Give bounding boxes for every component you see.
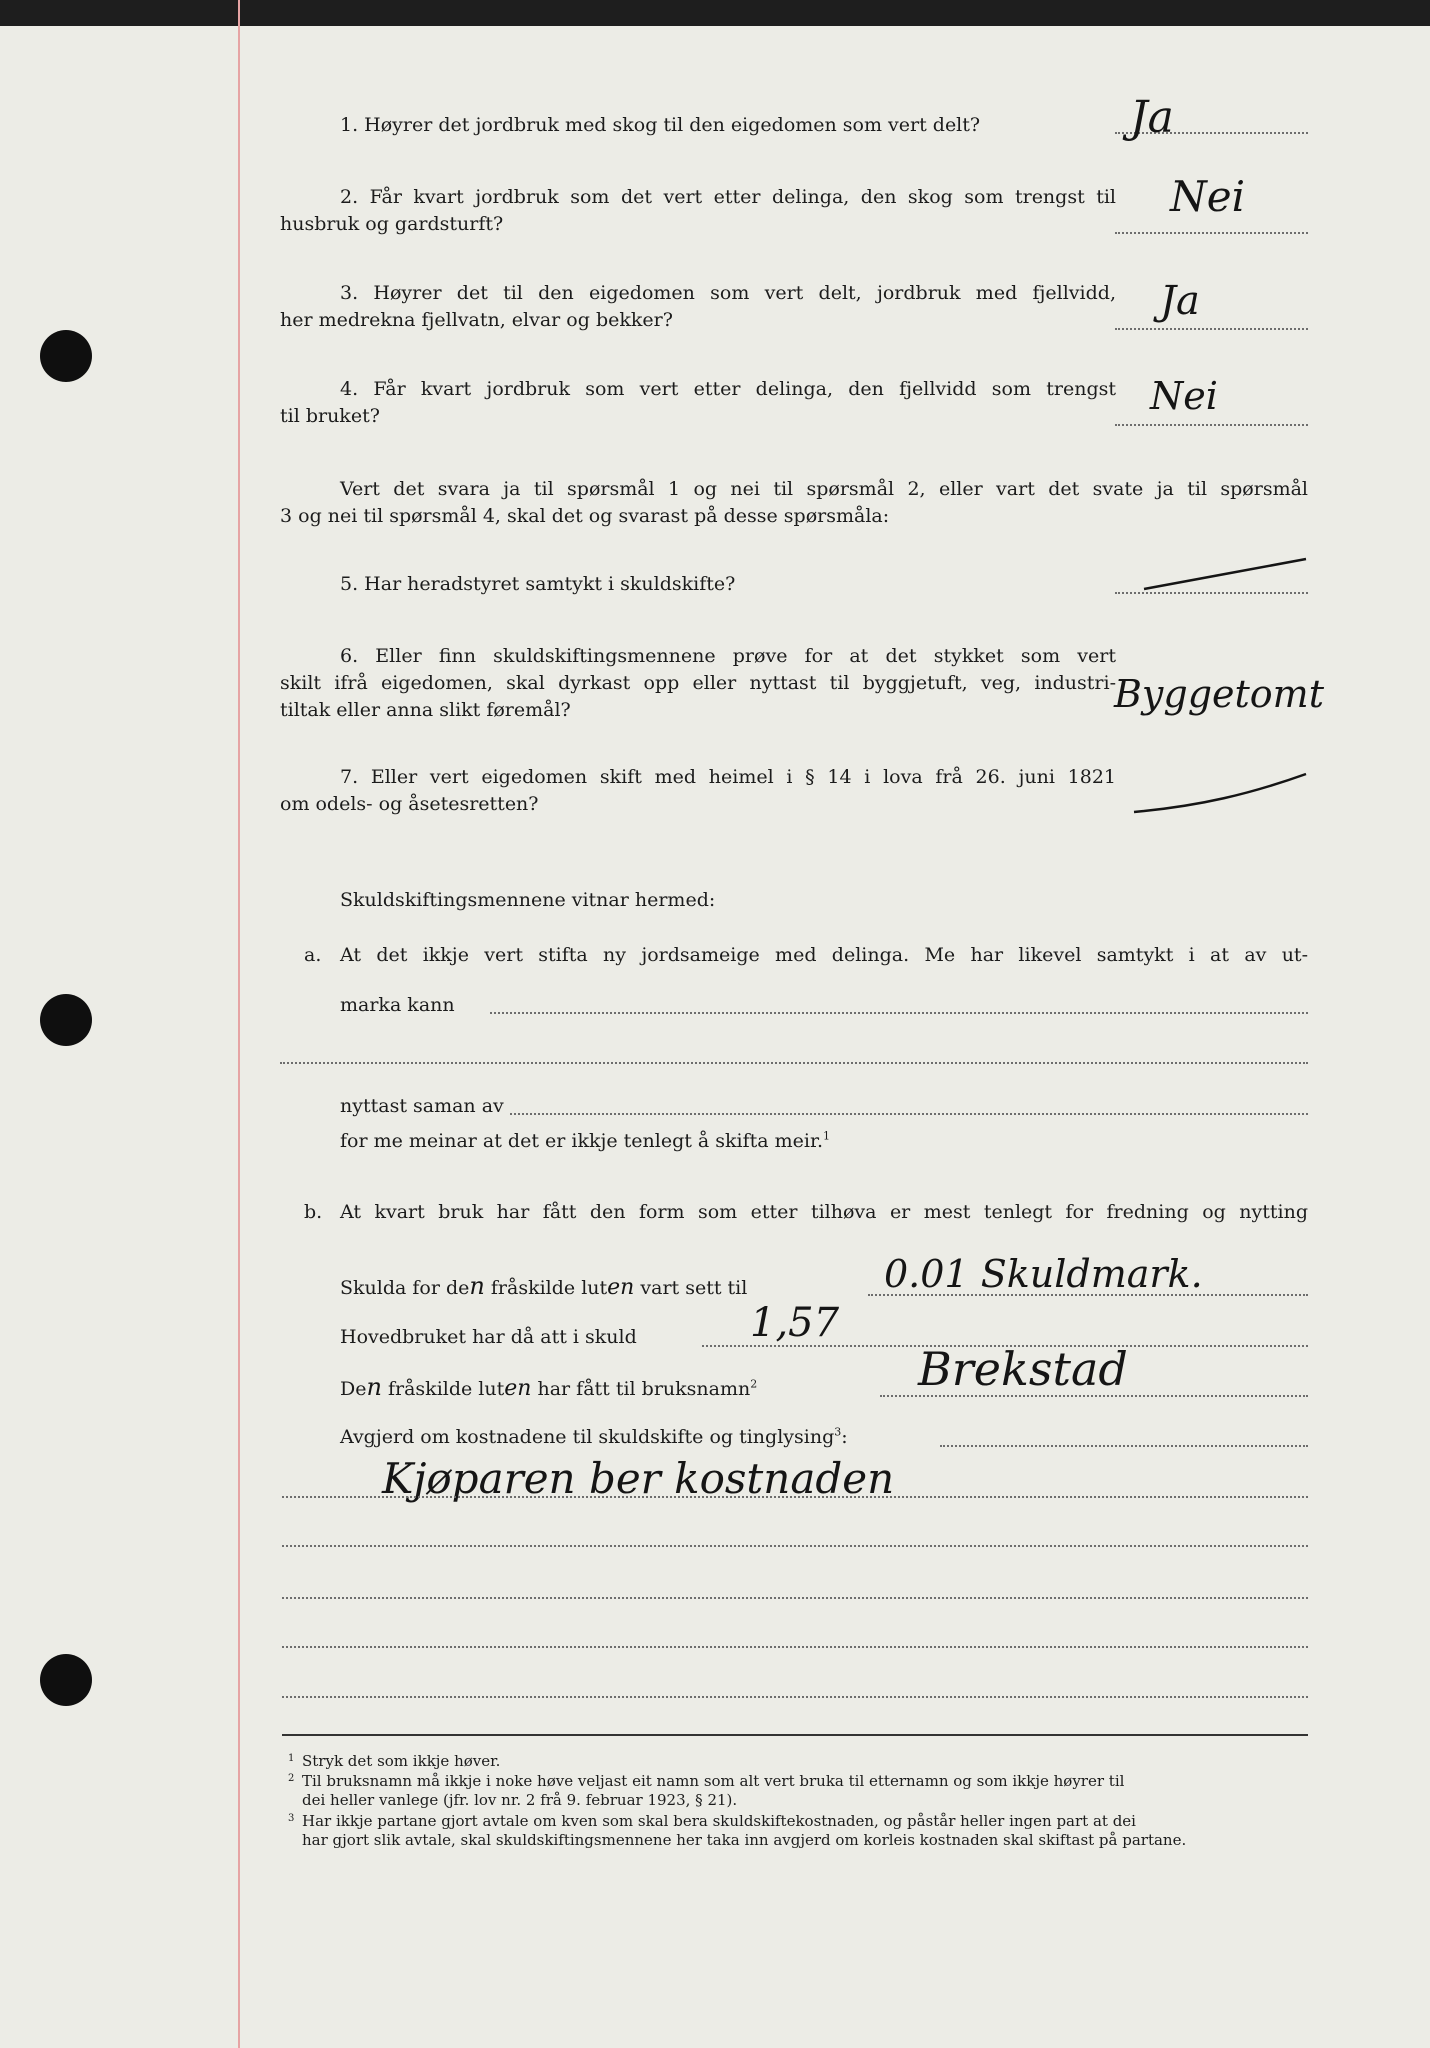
avgjerd-label: Avgjerd om kostnadene til skuldskifte og tinglysing$^3$:	[340, 1425, 848, 1448]
question-7-text-cont: om odels- og åsetesretten?	[280, 793, 539, 815]
answer-line	[1115, 328, 1308, 330]
witness-heading: Skuldskiftingsmennene vitnar hermed:	[340, 889, 716, 911]
footnote-2: 2 Til bruksnamn må ikkje i noke høve veljast eit namn som alt vert bruka til etternamn og som ikkje høyrer til	[288, 1772, 1125, 1790]
strike-stroke	[1140, 555, 1310, 595]
bruksnamn-label: Den fråskilde luten har fått til bruksnamn$^2$	[340, 1373, 758, 1401]
item-a-text: At det ikkje vert stifta ny jordsameige med delinga. Me har likevel samtykt i at av ut-	[340, 944, 1308, 966]
instruction-text-cont: 3 og nei til spørsmål 4, skal det og svarast på desse spørsmåla:	[280, 505, 890, 527]
footnote-1: 1 Stryk det som ikkje høver.	[288, 1752, 501, 1770]
handwritten-insert: n	[366, 1373, 382, 1401]
fill-line	[282, 1545, 1308, 1547]
fill-line	[282, 1496, 1308, 1498]
fill-line	[490, 1012, 1308, 1014]
avgjerd-value: Kjøparen ber kostnaden	[382, 1454, 895, 1503]
skulda-label: Skulda for den fråskilde luten vart sett til	[340, 1272, 748, 1300]
question-2-text-cont: husbruk og gardsturft?	[280, 213, 504, 235]
item-a-label: a.	[304, 944, 322, 966]
answer-6: Byggetomt	[1114, 672, 1324, 716]
question-5-text: 5. Har heradstyret samtykt i skuldskifte?	[340, 573, 736, 595]
handwritten-insert: en	[607, 1275, 635, 1300]
scan-top-edge	[0, 0, 1430, 26]
hovedbruk-label: Hovedbruket har då att i skuld	[340, 1326, 637, 1348]
item-a-text-cont: marka kann	[340, 994, 455, 1016]
punch-hole	[40, 1654, 92, 1706]
skulda-value: 0.01 Skuldmark.	[884, 1252, 1203, 1296]
question-7-text: 7. Eller vert eigedomen skift med heimel i § 14 i lova frå 26. juni 1821	[340, 766, 1116, 788]
question-3-text-cont: her medrekna fjellvatn, elvar og bekker?	[280, 309, 673, 331]
punch-hole	[40, 330, 92, 382]
margin-line	[238, 0, 240, 2048]
strike-stroke	[1130, 768, 1310, 818]
item-a-conclusion: for me meinar at det er ikkje tenlegt å skifta meir.$^1$	[340, 1129, 831, 1152]
fill-line	[280, 1062, 1308, 1064]
handwritten-insert: en	[504, 1376, 532, 1401]
question-3-text: 3. Høyrer det til den eigedomen som vert delt, jordbruk med fjellvidd,	[340, 282, 1116, 304]
footnote-3: 3 Har ikkje partane gjort avtale om kven som skal bera skuldskiftekostnaden, og påstår heller ingen part at dei	[288, 1812, 1136, 1830]
question-1-text: 1. Høyrer det jordbruk med skog til den eigedomen som vert delt?	[340, 114, 981, 136]
fill-line	[510, 1113, 1308, 1115]
answer-1: Ja	[1130, 92, 1174, 143]
fill-line	[282, 1597, 1308, 1599]
instruction-text: Vert det svara ja til spørsmål 1 og nei til spørsmål 2, eller vart det svate ja til spørsmål	[340, 478, 1308, 500]
item-a-shared: nyttast saman av	[340, 1095, 504, 1117]
question-4-text-cont: til bruket?	[280, 405, 380, 427]
fill-line	[282, 1696, 1308, 1698]
punch-hole	[40, 994, 92, 1046]
answer-3: Ja	[1160, 278, 1200, 324]
item-b-text: At kvart bruk har fått den form som etter tilhøva er mest tenlegt for fredning og nytting	[340, 1201, 1308, 1223]
question-6-text: 6. Eller finn skuldskiftingsmennene prøve for at det stykket som vert	[340, 645, 1116, 667]
fill-line	[940, 1445, 1308, 1447]
hovedbruk-value: 1,57	[750, 1300, 840, 1346]
question-4-text: 4. Får kvart jordbruk som vert etter delinga, den fjellvidd som trengst	[340, 378, 1116, 400]
bruksnamn-value: Brekstad	[918, 1342, 1128, 1396]
answer-2: Nei	[1170, 172, 1246, 221]
footnote-2-cont: dei heller vanlege (jfr. lov nr. 2 frå 9. februar 1923, § 21).	[302, 1791, 738, 1809]
answer-line	[1115, 424, 1308, 426]
question-2-text: 2. Får kvart jordbruk som det vert etter delinga, den skog som trengst til	[340, 186, 1116, 208]
item-b-label: b.	[304, 1201, 323, 1223]
question-6-text-cont2: tiltak eller anna slikt føremål?	[280, 699, 571, 721]
question-6-text-cont: skilt ifrå eigedomen, skal dyrkast opp eller nyttast til byggjetuft, veg, industri-	[280, 672, 1116, 694]
footnote-3-cont: har gjort slik avtale, skal skuldskiftingsmennene her taka inn avgjerd om korleis kostnaden skal skiftast på partane.	[302, 1831, 1187, 1849]
answer-line	[1115, 232, 1308, 234]
footnote-rule	[282, 1734, 1308, 1736]
handwritten-insert: n	[469, 1272, 485, 1300]
answer-4: Nei	[1150, 374, 1218, 418]
fill-line	[282, 1646, 1308, 1648]
